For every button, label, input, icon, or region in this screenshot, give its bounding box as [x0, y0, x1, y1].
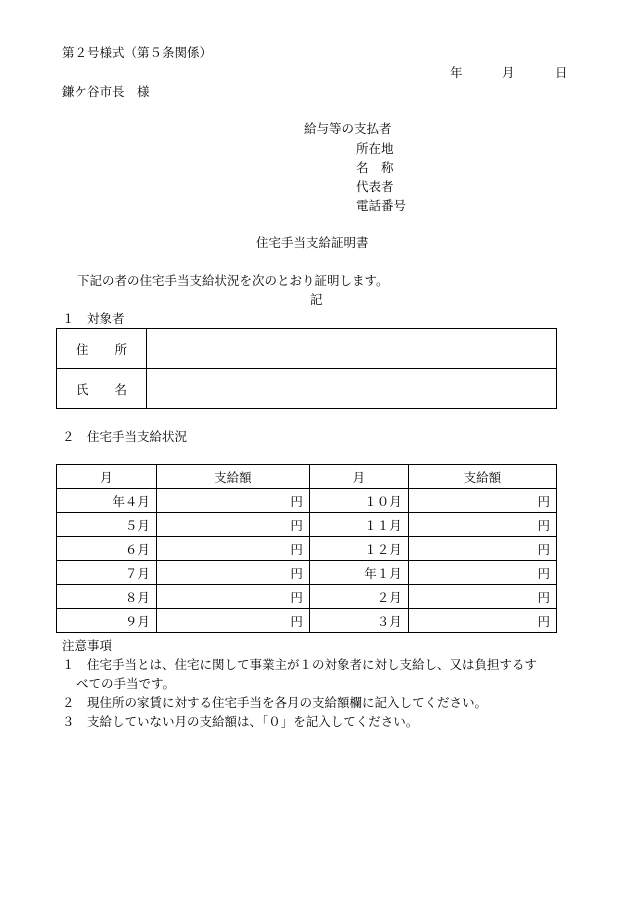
table-row — [57, 585, 557, 609]
header-month-2: 月 — [309, 465, 408, 489]
header-month-1: 月 — [57, 465, 157, 489]
address-value-cell[interactable] — [147, 329, 557, 369]
header-amount-1: 支給額 — [156, 465, 309, 489]
month-cell: ３月 — [309, 609, 408, 633]
table-row — [57, 609, 557, 633]
date-day: 日 — [555, 65, 568, 80]
payer-heading: 給与等の支払者 — [304, 121, 392, 136]
table-row — [57, 537, 557, 561]
month-cell: 年１月 — [309, 561, 408, 585]
ki-label: 記 — [310, 292, 323, 307]
note-1-line-1: １ 住宅手当とは、住宅に関して事業主が１の対象者に対し支給し、又は負担するす — [62, 657, 538, 672]
header-amount-2: 支給額 — [408, 465, 556, 489]
month-cell: １２月 — [309, 537, 408, 561]
note-3: ３ 支給していない月の支給額は、「０」を記入してください。 — [62, 714, 419, 729]
subject-table — [56, 328, 557, 409]
table-row — [57, 561, 557, 585]
month-cell: ９月 — [57, 609, 157, 633]
date-year: 年 — [450, 65, 463, 80]
form-number: 第２号様式（第５条関係） — [62, 45, 213, 60]
note-1-line-2: べての手当です。 — [76, 676, 176, 691]
note-2: ２ 現住所の家賃に対する住宅手当を各月の支給額欄に記入してください。 — [62, 695, 488, 710]
section1-heading: １ 対象者 — [62, 311, 125, 326]
month-cell: １１月 — [309, 513, 408, 537]
month-cell: ６月 — [57, 537, 157, 561]
subject-name-row — [57, 369, 557, 409]
name-label-cell — [57, 369, 153, 409]
payer-name-label: 名 称 — [356, 160, 394, 175]
document-title: 住宅手当支給証明書 — [256, 235, 369, 250]
amount-cell[interactable]: 円 — [156, 489, 309, 513]
notes-heading: 注意事項 — [62, 638, 113, 653]
intro-text: 下記の者の住宅手当支給状況を次のとおり証明します。 — [77, 273, 389, 288]
subject-address-row — [57, 329, 557, 369]
month-cell: ２月 — [309, 585, 408, 609]
payer-phone-label: 電話番号 — [356, 198, 407, 213]
payer-address-label: 所在地 — [356, 141, 394, 156]
allowance-table — [56, 464, 557, 633]
amount-cell[interactable]: 円 — [408, 561, 556, 585]
name-value-cell[interactable] — [147, 369, 557, 409]
amount-cell[interactable]: 円 — [408, 609, 556, 633]
addressee: 鎌ケ谷市長 様 — [62, 84, 150, 99]
table-row — [57, 513, 557, 537]
amount-cell[interactable]: 円 — [156, 561, 309, 585]
amount-cell[interactable]: 円 — [156, 585, 309, 609]
amount-cell[interactable]: 円 — [156, 537, 309, 561]
month-cell: ８月 — [57, 585, 157, 609]
amount-cell[interactable]: 円 — [408, 513, 556, 537]
amount-cell[interactable]: 円 — [156, 609, 309, 633]
allowance-header-row — [57, 465, 557, 489]
amount-cell[interactable]: 円 — [408, 537, 556, 561]
month-cell: ７月 — [57, 561, 157, 585]
table-row — [57, 489, 557, 513]
name-label: 氏名 — [75, 381, 153, 397]
address-label: 住所 — [75, 341, 153, 357]
amount-cell[interactable]: 円 — [408, 489, 556, 513]
month-cell: 年４月 — [57, 489, 157, 513]
payer-representative-label: 代表者 — [356, 179, 394, 194]
date-month: 月 — [502, 65, 515, 80]
section2-heading: ２ 住宅手当支給状況 — [62, 429, 188, 444]
amount-cell[interactable]: 円 — [156, 513, 309, 537]
month-cell: １０月 — [309, 489, 408, 513]
address-label-cell — [57, 329, 153, 369]
month-cell: ５月 — [57, 513, 157, 537]
amount-cell[interactable]: 円 — [408, 585, 556, 609]
